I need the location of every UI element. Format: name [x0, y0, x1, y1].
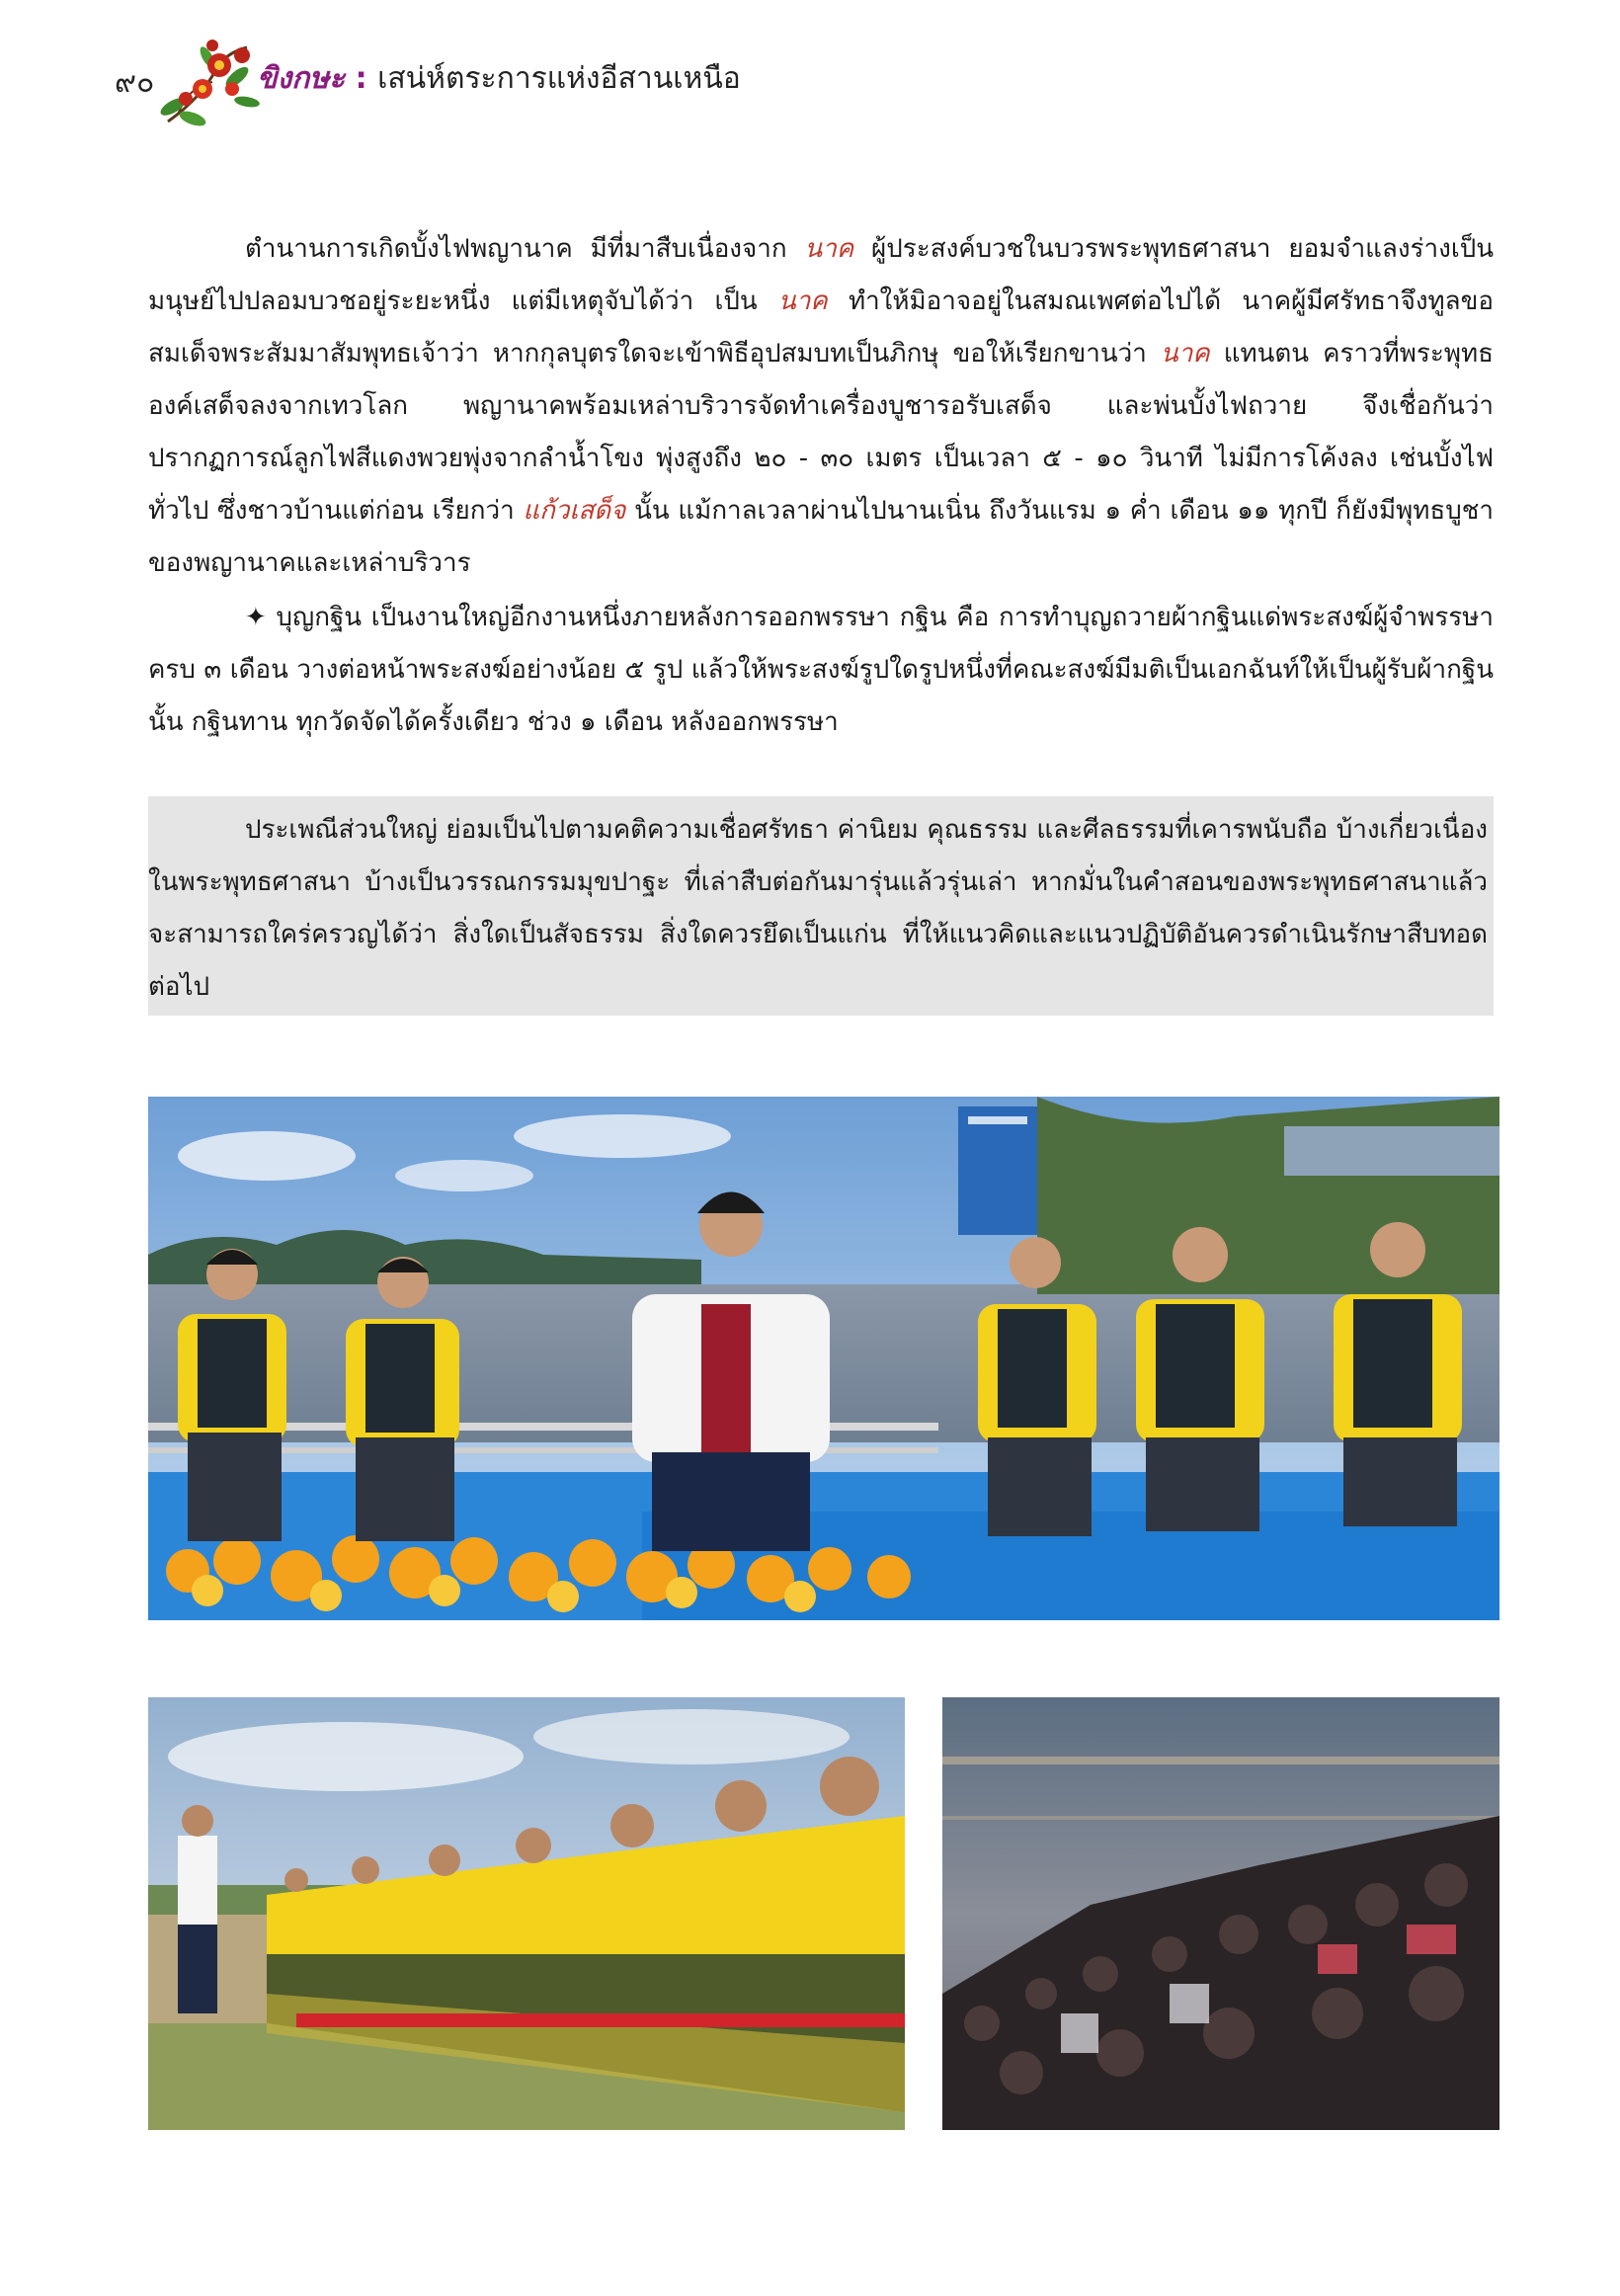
brand-name: ขิงกษะ [257, 61, 346, 96]
body-paragraph-naga-legend [148, 223, 1494, 590]
highlight-box [148, 796, 1494, 1016]
emphasis-kaew-sadet: แก้วเสด็จ [523, 496, 626, 526]
text-segment: ตำนานการเกิดบั้งไฟพญานาค มีที่มาสืบเนื่องจาก [245, 234, 805, 264]
text-segment: นั้น แม้กาลเวลาผ่านไปนานเนิ่น ถึงวันแรม ๑ ค่ำ เดือน ๑๑ ทุกปี ก็ยังมีพุทธบูชาของพญานาคและเหล่าบริวาร [148, 496, 1494, 578]
book-title: เสน่ห์ตระการแห่งอีสานเหนือ [377, 61, 741, 96]
body-paragraph-kathin [148, 592, 1494, 749]
page-header [109, 28, 800, 136]
emphasis-naga: นาค [777, 287, 828, 316]
bullet-icon: ✦ [245, 603, 267, 632]
text-segment: ผู้ประสงค์บวชในบวรพระพุทธศาสนา ยอมจำแลงร่างเป็นมนุษย์ไปปลอมบวชอยู่ระยะหนึ่ง แต่มีเหตุจับได้ว่า เป็น [148, 234, 1494, 316]
photo-seated-women [148, 1697, 905, 2130]
photo-dancers-riverside [148, 1097, 1499, 1620]
emphasis-naga: นาค [1160, 339, 1210, 369]
text-segment: ทำให้มิอาจอยู่ในสมณเพศต่อไปได้ นาคผู้มีศรัทธาจึงทูลขอสมเด็จพระสัมมาสัมพุทธเจ้าว่า หากกุลบุตรใดจะเข้าพิธีอุปสมบทเป็นภิกษุ ขอให้เรียกขานว่า [148, 287, 1494, 369]
flower-ornament-icon [148, 28, 267, 136]
page-number: ๙๐ [115, 65, 155, 100]
running-title [257, 55, 741, 102]
title-separator: : [345, 61, 378, 96]
highlight-text: ประเพณีส่วนใหญ่ ย่อมเป็นไปตามคติความเชื่อศรัทธา ค่านิยม คุณธรรม และศีลธรรมที่เคารพนับถือ บ้างเกี่ยวเนื่องในพระพุทธศาสนา บ้างเป็นวรรณกรรมมุขปาฐะ ที่เล่าสืบต่อกันมารุ่นแล้วรุ่นเล่า หากมั่นในคำสอนของพระพุทธศาสนาแล้ว จะสามารถใคร่ครวญได้ว่า สิ่งใดเป็นสัจธรรม สิ่งใดควรยึดเป็นแก่น ที่ให้แนวคิดและแนวปฏิบัติอันควรดำเนินรักษาสืบทอดต่อไป [148, 815, 1488, 1002]
photo-crowd-at-dusk [942, 1697, 1499, 2130]
emphasis-naga: นาค [804, 234, 854, 264]
text-segment: แทนตน คราวที่พระพุทธองค์เสด็จลงจากเทวโลก พญานาคพร้อมเหล่าบริวารจัดทำเครื่องบูชารอรับเสด็จ และพ่นบั้งไฟถวาย จึงเชื่อกันว่า ปรากฏการณ์ลูกไฟสีแดงพวยพุ่งจากลำน้ำโขง พุ่งสูงถึง ๒๐ - ๓๐ เมตร เป็นเวลา ๕ - ๑๐ วินาที ไม่มีการโค้งลง เช่นบั้งไฟทั่วไป ซึ่งชาวบ้านแต่ก่อน เรียกว่า [148, 339, 1494, 526]
text-segment: บุญกฐิน เป็นงานใหญ่อีกงานหนึ่งภายหลังการออกพรรษา กฐิน คือ การทำบุญถวายผ้ากฐินแด่พระสงฆ์ผู้จำพรรษาครบ ๓ เดือน วางต่อหน้าพระสงฆ์อย่างน้อย ๕ รูป แล้วให้พระสงฆ์รูปใดรูปหนึ่งที่คณะสงฆ์มีมติเป็นเอกฉันท์ให้เป็นผู้รับผ้ากฐินนั้น กฐินทาน ทุกวัดจัดได้ครั้งเดียว ช่วง ๑ เดือน หลังออกพรรษา [148, 603, 1494, 737]
